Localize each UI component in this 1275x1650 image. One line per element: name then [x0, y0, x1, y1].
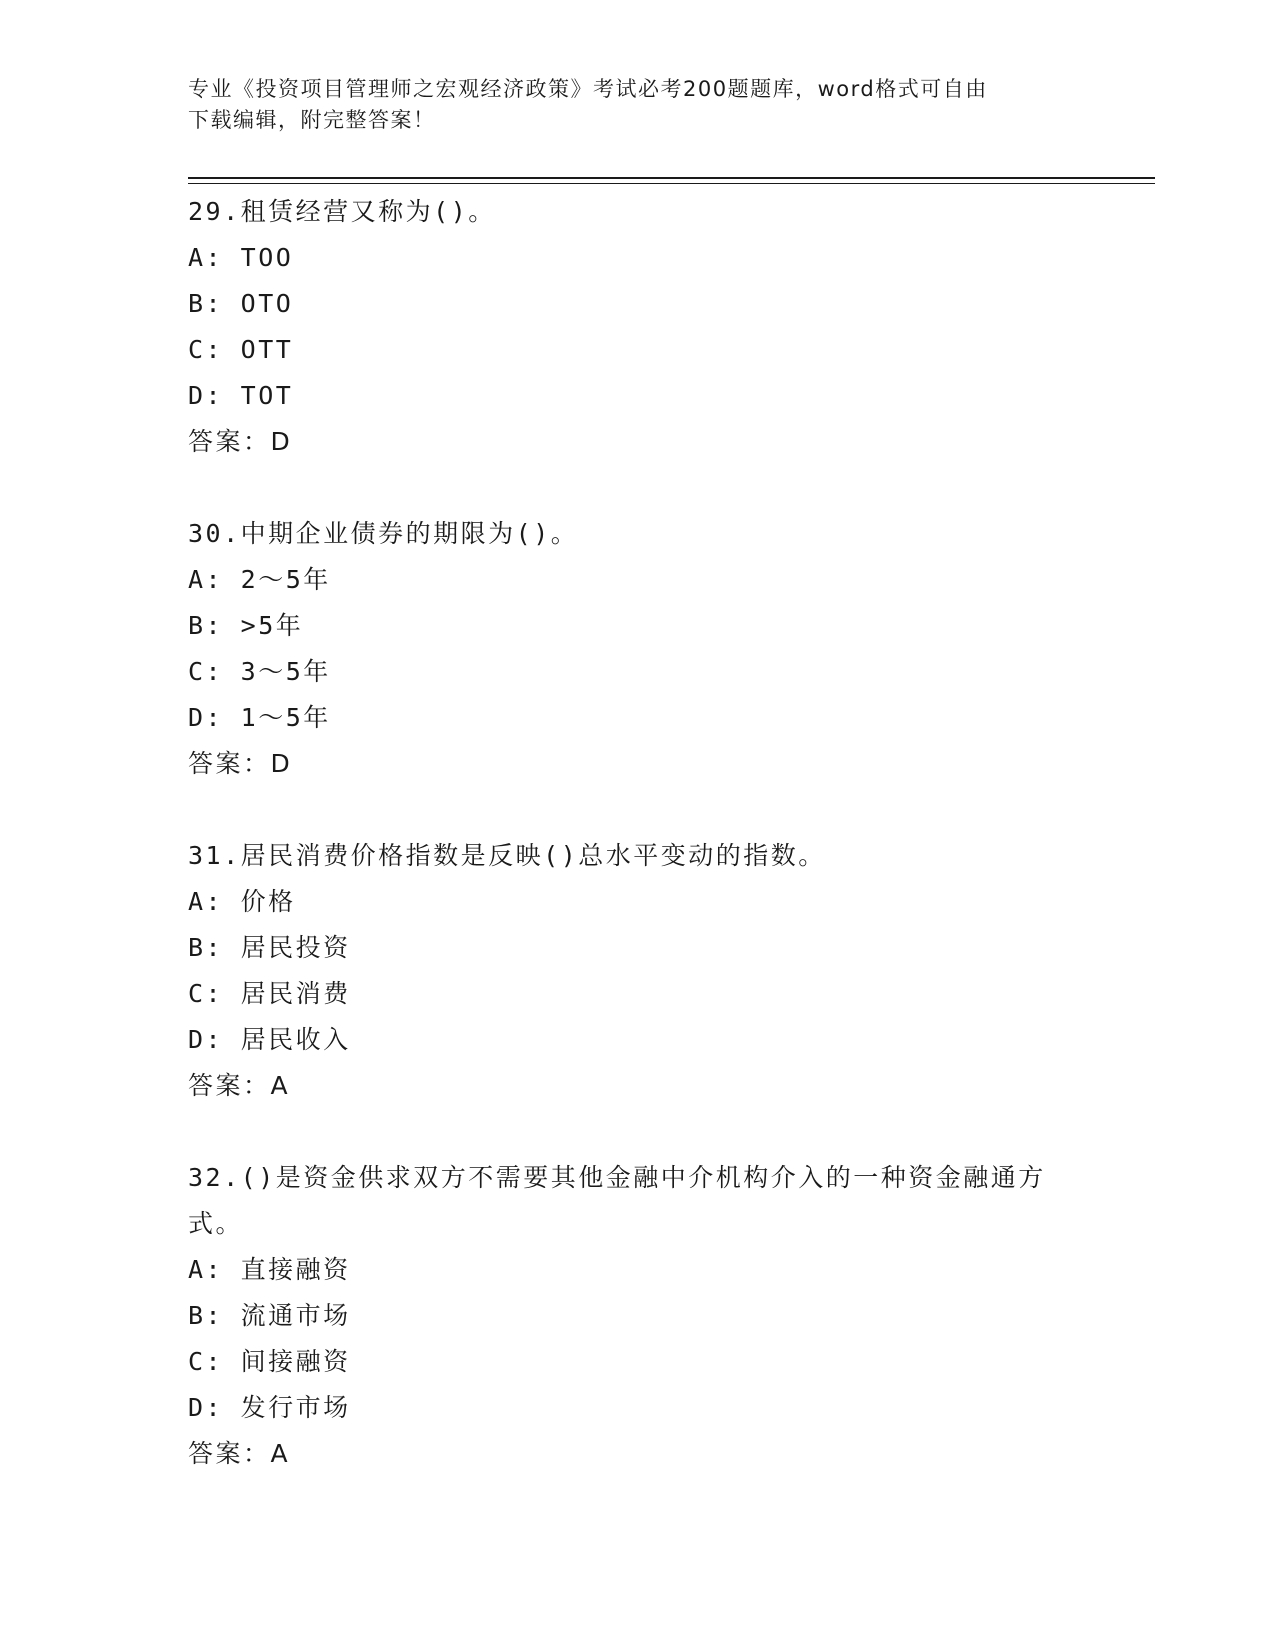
option-c: C: OTT [188, 335, 294, 364]
answer-line: 答案：D [188, 749, 293, 778]
question-text: 29.租赁经营又称为()。 [188, 197, 496, 226]
question-text: 30.中期企业债券的期限为()。 [188, 519, 579, 548]
question-spacer [188, 465, 1088, 511]
option-d: D: 发行市场 [188, 1393, 351, 1422]
header-line-1: 专业《投资项目管理师之宏观经济政策》考试必考200题题库，word格式可自由 [188, 77, 988, 101]
question-spacer [188, 1109, 1088, 1155]
option-b: B: OTO [188, 289, 294, 318]
header-line-2: 下载编辑，附完整答案！ [188, 108, 436, 132]
question-30 [188, 511, 1088, 787]
option-d: D: 居民收入 [188, 1025, 351, 1054]
header-divider-thick [188, 177, 1155, 179]
option-b: B: 居民投资 [188, 933, 351, 962]
question-list [188, 189, 1088, 1477]
document-header [188, 74, 1088, 136]
answer-line: 答案：A [188, 1071, 291, 1100]
answer-line: 答案：A [188, 1439, 291, 1468]
option-a: A: 价格 [188, 887, 296, 916]
option-c: C: 间接融资 [188, 1347, 351, 1376]
question-text: 32.()是资金供求双方不需要其他金融中介机构介入的一种资金融通方式。 [188, 1163, 1046, 1238]
option-c: C: 3～5年 [188, 657, 331, 686]
option-b: B: 流通市场 [188, 1301, 351, 1330]
option-c: C: 居民消费 [188, 979, 351, 1008]
option-a: A: 直接融资 [188, 1255, 351, 1284]
option-d: D: TOT [188, 381, 294, 410]
option-a: A: TOO [188, 243, 294, 272]
option-b: B: >5年 [188, 611, 304, 640]
question-spacer [188, 787, 1088, 833]
header-divider-thin [188, 183, 1155, 184]
option-d: D: 1～5年 [188, 703, 331, 732]
option-a: A: 2～5年 [188, 565, 331, 594]
question-text: 31.居民消费价格指数是反映()总水平变动的指数。 [188, 841, 826, 870]
question-29 [188, 189, 1088, 465]
answer-line: 答案：D [188, 427, 293, 456]
question-31 [188, 833, 1088, 1109]
question-32 [188, 1155, 1088, 1477]
